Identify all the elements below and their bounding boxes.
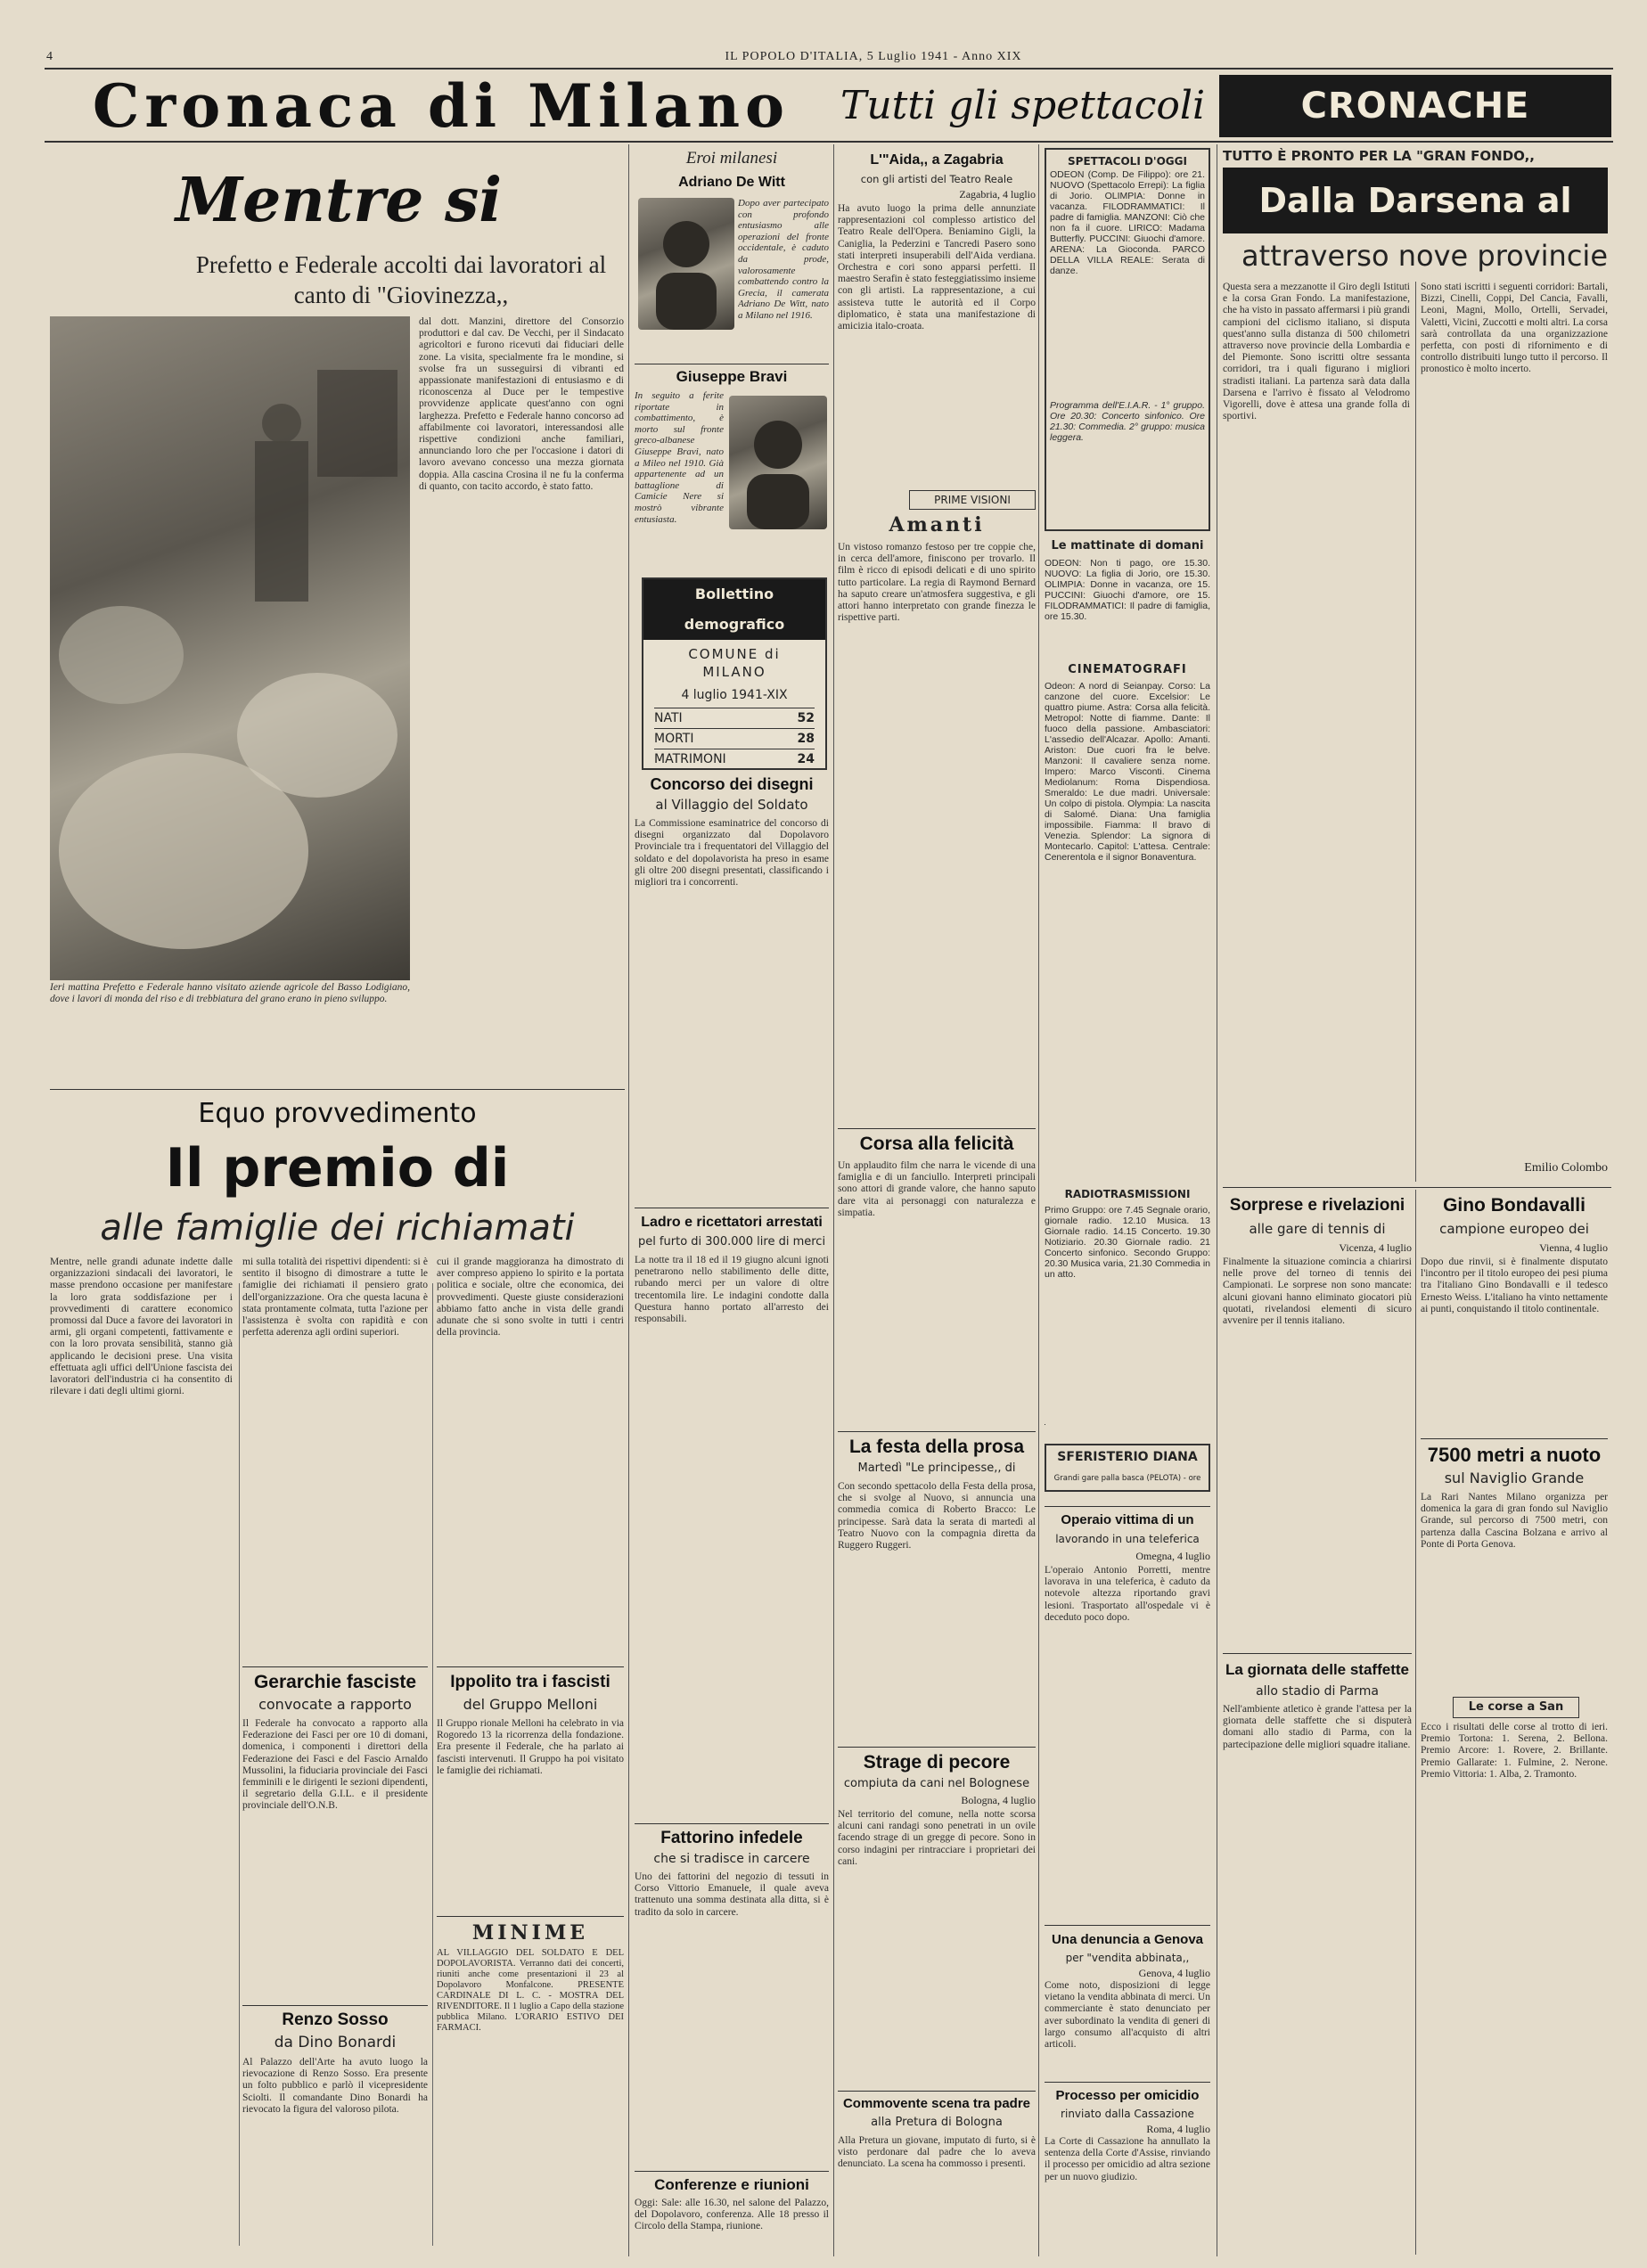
bollettino-headline: Bollettino demografico (643, 579, 825, 640)
fattorino-body: Uno dei fattorini del negozio di tessuti in Corso Vittorio Emanuele, il quale aveva trattenuto una somma destinata alla ditta, si è tradito da solo in carcere. (635, 1871, 829, 1918)
bollettino-comune: COMUNE di MILANO (688, 646, 781, 680)
cinematografi-headline: CINEMATOGRAFI (1068, 663, 1187, 676)
bollettino-row (654, 728, 815, 749)
giornata-headline: La giornata delle staffette (1225, 1661, 1409, 1678)
trebbia-photo (50, 316, 410, 980)
ippolito-headline: Ippolito tra i fascisti (450, 1673, 610, 1691)
festa-body: Con secondo spettacolo della Festa della prosa, che si svolge al Nuovo, si annuncia una commedia comica di Roberto Bracco: Le principesse. Sarà data la serata di martedì al Teatro Nuovo con la compagnia diretta da Ruggero Ruggeri. (838, 1481, 1036, 1552)
processo-body: La Corte di Cassazione ha annullato la sentenza della Corte d'Assise, rinviando il processo per omicidio ad altra sezione per un nuovo giudizio. (1045, 2136, 1210, 2182)
mattinate-headline: Le mattinate di domani (1051, 539, 1204, 553)
sorprese-subhead: alle gare di tennis di (1249, 1221, 1386, 1237)
premio-kicker: Equo provvedimento (198, 1098, 477, 1129)
corse-headline: Le corse a San (1453, 1697, 1579, 1718)
eroi-name1: Adriano De Witt (678, 175, 785, 190)
aida-headline: L'"Aida,, a Zagabria (870, 152, 1004, 168)
bravi-portrait (729, 396, 827, 529)
sorprese-headline: Sorprese e rivelazioni (1229, 1196, 1405, 1215)
trebbia-headline: Mentre si (175, 165, 503, 236)
section-spettacoli-title: Tutti gli spettacoli (840, 83, 1206, 128)
ippolito-subhead: del Gruppo Melloni (463, 1696, 598, 1713)
corse-body: Ecco i risultati delle corse al trotto di ieri. Premio Tortona: 1. Serena, 2. Bellona. Premio Arcore: 1. Rovere, 2. Brillante. Premio Gallarate: 1. Fulmine, 2. Nerone. Premio Vittoria: 1. Alba, 2. Tramonto. (1421, 1722, 1608, 1780)
sport-kicker: TUTTO È PRONTO PER LA "GRAN FONDO,, (1223, 148, 1536, 164)
bondavalli-dateline: Vienna, 4 luglio (1539, 1241, 1608, 1254)
bondavalli-headline: Gino Bondavalli (1443, 1195, 1586, 1216)
operaio-dateline: Omegna, 4 luglio (1135, 1550, 1210, 1562)
ladro-subhead: pel furto di 300.000 lire di merci (637, 1235, 826, 1249)
bollettino-row (654, 749, 815, 770)
concorso-body: La Commissione esaminatrice del concorso di disegni organizzato dal Dopolavoro Provinciale tra i frequentatori del Villaggio del soldato e del dopolavorista ha preso in esame gli oltre 200 disegni presentati, classificando i migliori tra i concorrenti. (635, 818, 829, 888)
fattorino-subhead: che si tradisce in carcere (653, 1852, 810, 1866)
radio-headline: RADIOTRASMISSIONI (1064, 1188, 1191, 1200)
ladro-headline: Ladro e ricettatori arrestati (641, 1215, 823, 1230)
commovente-headline: Commovente scena tra padre (842, 2096, 1031, 2111)
nuoto-body: La Rari Nantes Milano organizza per domenica la gara di gran fondo sul Naviglio Grande, sul percorso di 7500 metri, con partenza dalla Cascina Bolzana e arrivo al Ponte di Porta Genova. (1421, 1492, 1608, 1550)
conferenze-body: Oggi: Sale: alle 16.30, nel salone del Palazzo, del Dopolavoro, conferenza. Alle 18 presso il Circolo della Stampa, riunione. (635, 2198, 829, 2232)
amanti-kicker: PRIME VISIONI (909, 490, 1036, 510)
denuncia-processo-block (1045, 1930, 1210, 2251)
portrait-silhouette-icon (729, 396, 827, 529)
bollettino-date: 4 luglio 1941-XIX (681, 688, 788, 702)
sport-subhead: attraverso nove provincie (1241, 239, 1608, 273)
cinematografi-body: Odeon: A nord di Seianpay. Corso: La canzone del cuore. Excelsior: Le quattro piume. Astra: Corsa alla felicità. Metropol: Notte di fiamme. Dante: Il fuoco della passione. Ambasciatori: L'assedio dell'Alcazar. Apollo: Amanti. Ariston: Due cuori fra le belve. Manzoni: Il cavaliere senza nome. Impero: Marco Visconti. Cinema Mediolanum: Roma Dispendiosa. Smeraldo: Le due madri. Universale: Un colpo di pistola. Olympia: La nascita di Salomé. Diana: Una famiglia impossibile. Fiamma: Il bravo di Venezia. Splendor: La signora di Montecarlo. Capitol: L'attesa. Centrale: Cenerentola e il signor Bonaventura. (1045, 681, 1210, 863)
corsa-body: Un applaudito film che narra le vicende di una famiglia e di un fanciullo. Interpreti principali sono attori di grande valore, che hanno saputo dare vita ai personaggi con naturalezza e simpatia. (838, 1160, 1036, 1218)
giornata-body: Nell'ambiente atletico è grande l'attesa per la giornata delle staffette che si disputerà domani allo stadio di Parma, con la partecipazione delle migliori squadre italiane. (1223, 1704, 1412, 1750)
commovente-subhead: alla Pretura di Bologna (871, 2116, 1003, 2129)
premio-headline: Il premio di (165, 1137, 510, 1200)
premio-col2: mi sulla totalità dei rispettivi dipendenti: si è sentito il bisogno di dimostrare a tutte le famiglie dei richiamati il pensiero grato dell'organizzazione. Ora che questa lacuna è stata prontamente colmata, tutta l'azione per l'assistenza è svolta con rapidità e con perfetta aderenza agli ordini superiori. (242, 1257, 428, 1339)
renzo-headline: Renzo Sosso (282, 2010, 389, 2029)
commovente-body: Alla Pretura un giovane, imputato di furto, si è visto perdonare dal padre che lo aveva denunciato. La scena ha commosso i presenti. (838, 2135, 1036, 2170)
row-label: MORTI (654, 732, 694, 746)
strage-headline: Strage di pecore (863, 1752, 1011, 1773)
eroi-name2: Giuseppe Bravi (676, 368, 788, 385)
amanti-body: Un vistoso romanzo festoso per tre coppie che, in cerca dell'amore, finiscono per trovarlo. Il film è ricco di episodi delicati e di uno spirito tutto particolare. La regia di Raymond Bernard ha saputo creare un'atmosfera suggestiva, e gli attori hanno interpretato con grande finezza le rispettive parti. (838, 542, 1036, 624)
festa-subhead: Martedì "Le principesse,, di (857, 1462, 1016, 1475)
section-cronaca-title: Cronaca di Milano (92, 73, 791, 139)
renzo-subhead: da Dino Bonardi (274, 2034, 397, 2051)
strage-subhead: compiuta da cani nel Bolognese (843, 1777, 1030, 1790)
strage-dateline: Bologna, 4 luglio (961, 1794, 1036, 1806)
sferisterio-box (1045, 1444, 1210, 1492)
operaio-body: L'operaio Antonio Porretti, mentre lavorava in una teleferica, è caduto da notevole altezza riportando gravi lesioni. Trasportato all'ospedale vi è deceduto poco dopo. (1045, 1565, 1210, 1623)
denuncia-headline: Una denuncia a Genova (1051, 1932, 1204, 1947)
row-label: MATRIMONI (654, 752, 726, 766)
gerarchie-body: Il Federale ha convocato a rapporto alla Federazione dei Fasci per ore 10 di domani, domenica, i componenti i direttori della Federazione dei Fasci e del Fascio Arnaldo Mussolini, la fiduciaria provinciale dei Fasci femminili e le dirigenti le sezioni dipendenti, il segretario della G.I.L. e il presidente provinciale dell'O.N.B. (242, 1718, 428, 1812)
bollettino-table (654, 708, 815, 770)
row-value: 28 (797, 732, 815, 746)
sorprese-dateline: Vicenza, 4 luglio (1339, 1241, 1412, 1254)
minime-body: AL VILLAGGIO DEL SOLDATO E DEL DOPOLAVORISTA. Verranno dati dei concerti, riuniti anche come presentazioni il 23 al Dopolavoro Monfalcone. PRESENTE CARDINALE DI L. C. - MOSTRA DEL RIVENDITORE. Il 1 luglio a Capo della stazione pubblica Milano. L'ORARIO ESTIVO DEI FARMACI. (437, 1948, 624, 2033)
aida-body: Ha avuto luogo la prima delle annunziate rappresentazioni col complesso artistico del Teatro Reale dell'Opera. Beniamino Gigli, la Caniglia, la Pederzini e Tancredi Pasero sono stati interpreti insuperabili dell'Aida verdiana. Orchestra e cori sono apparsi perfetti. Il maestro Serafin è stato festeggiatissimo insieme con gli artisti. La rappresentazione, a cui assisteva tutte le autorità ed il Corpo diplomatico, è stata una manifestazione di amicizia italo-croata. (838, 203, 1036, 332)
giornata-subhead: allo stadio di Parma (1256, 1684, 1379, 1699)
trebbia-subhead: Prefetto e Federale accolti dai lavoratori al canto di "Giovinezza,, (195, 251, 607, 308)
sferisterio-headline: SFERISTERIO DIANA (1057, 1450, 1198, 1464)
sport-col2: Sono stati iscritti i seguenti corridori: Bartali, Bizzi, Cinelli, Coppi, Del Cancia, Favalli, Leoni, Magni, Mollo, Ortelli, Servadei, Valetti, Vicini, Zuccotti e molti altri. La corsa sarà controllata da una organizzazione perfetta, con posti di rifornimento e di controllo distribuiti lungo tutto il percorso. Il pronostico è molto incerto. (1421, 282, 1608, 375)
masthead: IL POPOLO D'ITALIA, 5 Luglio 1941 - Anno XIX (725, 50, 1022, 63)
denuncia-body: Come noto, disposizioni di legge vietano la vendita abbinata di merci. Un commerciante è stato denunciato per aver subordinato la vendita di generi di largo consumo all'acquisto di altri articoli. (1045, 1980, 1210, 2051)
denuncia-subhead: per "vendita abbinata,, (1065, 1952, 1190, 1964)
row-label: NATI (654, 711, 683, 725)
aida-dateline: Zagabria, 4 luglio (959, 188, 1036, 201)
concorso-headline: Concorso dei disegni (650, 775, 814, 793)
premio-col1: Mentre, nelle grandi adunate indette dalle organizzazioni sindacali dei lavoratori, le masse prendono occasione per manifestare la loro grata soddisfazione per i provvedimenti di carattere economico promossi dal Duce a favore dei lavoratori in armi, gli organi competenti, fattivamente e con la loro provata sensibilità, stanno già applicando le decisioni prese. Una visita effettuata agli uffici dell'Unione fascista dei lavoratori dell'industria ci ha consentito di rilevare i dati degli ultimi giorni. (50, 1257, 233, 1397)
spettacoli-programma: Programma dell'E.I.A.R. - 1° gruppo. Ore 20.30: Concerto sinfonico. Ore 21.30: Commedia. 2° gruppo: musica leggera. (1050, 400, 1205, 443)
amanti-headline: Amanti (889, 513, 985, 536)
corsa-headline: Corsa alla felicità (859, 1134, 1014, 1154)
conferenze-headline: Conferenze e riunioni (654, 2176, 809, 2193)
section-sportive-title: CRONACHE (1219, 75, 1611, 137)
premio-col3: cui il grande maggioranza ha dimostrato di aver compreso appieno lo spirito e la portata politica e sociale, oltre che economica, dei provvedimenti. Queste giuste considerazioni abbiamo fatto anche in vista delle grandi adunate che si sono svolte in tutti i centri della provincia. (437, 1257, 624, 1339)
operaio-subhead: lavorando in una teleferica (1055, 1533, 1200, 1545)
bollettino-box (642, 577, 827, 770)
sport-signature: Emilio Colombo (1524, 1161, 1608, 1175)
eroi-bio1: Dopo aver partecipato con profondo entusiasmo alle operazioni del fronte occidentale, è caduto da prode, valorosamente combattendo contro la Grecia, il camerata Adriano De Witt, nato a Milano nel 1916. (738, 198, 829, 321)
page-number: 4 (46, 50, 53, 63)
ladro-body: La notte tra il 18 ed il 19 giugno alcuni ignoti penetrarono nello stabilimento delle ditte, rubando merci per un valore di oltre trecentomila lire. Le indagini condotte dalla Questura hanno portato all'arresto dei responsabili. (635, 1255, 829, 1325)
spettacoli-oggi-body: ODEON (Comp. De Filippo): ore 21. NUOVO (Spettacolo Errepi): La figlia di Jorio. OLIMPIA: Donne in vacanza. FILODRAMMATICI: Il padre di famiglia. MANZONI: Ciò che non fa il cuore. LIRICO: Madama Butterfly. PUCCINI: Giuochi d'amore. ARENA: La Gioconda. PARCO DELLA VILLA REALE: Serata di danze. (1050, 169, 1205, 276)
strage-body: Nel territorio del comune, nella notte scorsa alcuni cani randagi sono penetrati in un ovile facendo strage di un gregge di pecore. Sono in corso indagini per rintracciare i proprietari dei cani. (838, 1809, 1036, 1867)
denuncia-dateline: Genova, 4 luglio (1138, 1967, 1210, 1979)
sport-headline: Dalla Darsena al (1223, 168, 1608, 233)
ippolito-body: Il Gruppo rionale Melloni ha celebrato in via Rogoredo 13 la ricorrenza della fondazione. Era presente il Federale, che ha parlato ai fascisti intervenuti. Il Gruppo ha poi visitato le famiglie dei richiamati. (437, 1718, 624, 1776)
sport-col1: Questa sera a mezzanotte il Giro degli Istituti e la corsa Gran Fondo. La manifestazione, che ha visto in passato affermarsi i più grandi campioni del ciclismo italiano, si disputa quest'anno sulla distanza di 500 chilometri attraverso nove provincie della Lombardia e del Piemonte. Sono iscritti oltre sessanta corridori, tra i quali figurano i migliori stradisti italiani. La partenza sarà data dalla Darsena e l'arrivo è fissato al Velodromo Vigorelli, dove è attesa una grande folla di sportivi. (1223, 282, 1410, 422)
minime-headline: MINIME (471, 1921, 589, 1945)
aida-subhead: con gli artisti del Teatro Reale (860, 173, 1013, 185)
sorprese-body: Finalmente la situazione comincia a chiarirsi nelle prove del torneo di tennis dei Campionati. Le sorprese non sono mancate: alcuni giovani hanno eliminato giocatori più quotati, rivelandosi elementi di sicuro avvenire per il tennis italiano. (1223, 1257, 1412, 1327)
trebbia-caption: Ieri mattina Prefetto e Federale hanno visitato aziende agricole del Basso Lodigiano, dove i lavori di monda del riso e di trebbiatura del grano erano in pieno sviluppo. (50, 982, 410, 1005)
festa-headline: La festa della prosa (848, 1437, 1025, 1457)
trebbia-body: dal dott. Manzini, direttore del Consorzio produttori e dal cav. De Vecchi, per il Sindacato agricoltori e furono ricevuti dai fiduciari delle zone. La visita, specialmente fra le mondine, si svolse fra un susseguirsi di vibranti ed appassionate manifestazioni di entusiasmo e di riconoscenza al Duce per le tempestive provvidenze applicate quest'anno con ogni larghezza. Prefetto e Federale hanno concorso ad affabilmente coi lavoratori, interessandosi alle rispettive condizioni anche familiari, annunciando loro che per l'occasione i datori di lavoro avevano concesso una mezza giornata doppia. Alla cascina Crosina il ne fu la conferma di quanto, con tacito accordo, è stato fatto. (419, 316, 624, 492)
bondavalli-body: Dopo due rinvii, si è finalmente disputato l'incontro per il titolo europeo dei pesi piuma tra l'italiano Gino Bondavalli e il tedesco Ernesto Weiss. L'italiano ha vinto nettamente ai punti, conquistando il titolo continentale. (1421, 1257, 1608, 1314)
sferisterio-subhead: Grandi gare palla basca (PELOTA) - ore (1053, 1474, 1201, 1483)
premio-subhead: alle famiglie dei richiamati (100, 1208, 575, 1249)
gerarchie-subhead: convocate a rapporto (258, 1696, 412, 1713)
nuoto-headline: 7500 metri a nuoto (1427, 1444, 1602, 1466)
row-value: 24 (797, 752, 815, 766)
portrait-silhouette-icon (638, 198, 734, 330)
operaio-headline: Operaio vittima di un (1061, 1512, 1194, 1527)
radio-body: Primo Gruppo: ore 7.45 Segnale orario, giornale radio. 12.10 Musica. 13 Giornale radio. 14.15 Concerto. 19.30 Notiziario. 20.30 Giornale radio. 21 Concerto sinfonico. Secondo Gruppo: 20.30 Musica varia, 21.30 Commedia in un atto. (1045, 1205, 1210, 1280)
processo-dateline: Roma, 4 luglio (1146, 2123, 1210, 2135)
bollettino-row (654, 708, 815, 728)
eroi-headline: Eroi milanesi (685, 149, 778, 168)
mattinate-body: ODEON: Non ti pago, ore 15.30. NUOVO: La figlia di Jorio, ore 15.30. OLIMPIA: Donne in vacanza, ore 15. PUCCINI: Giuochi d'amore, ore 15. FILODRAMMATICI: Il padre di famiglia, ore 15.30. (1045, 558, 1210, 622)
processo-subhead: rinviato dalla Cassazione (1061, 2108, 1194, 2120)
fattorino-headline: Fattorino infedele (660, 1829, 803, 1847)
nuoto-subhead: sul Naviglio Grande (1444, 1470, 1585, 1486)
threshing-scene-illustration (50, 316, 410, 980)
concorso-subhead: al Villaggio del Soldato (655, 797, 808, 813)
gerarchie-headline: Gerarchie fasciste (253, 1672, 417, 1692)
spettacoli-oggi-box (1045, 148, 1210, 531)
processo-headline: Processo per omicidio (1055, 2088, 1200, 2103)
de-witt-portrait (638, 198, 734, 330)
row-value: 52 (797, 711, 815, 725)
eroi-bio2: In seguito a ferite riportate in combattimento, è morto sul fronte greco-albanese Giuseppe Bravi, nato a Mileo nel 1910. Già appartenente ad un battaglione di Camicie Nere si mostrò vibrante entusiasta. (635, 390, 724, 525)
renzo-body: Al Palazzo dell'Arte ha avuto luogo la rievocazione di Renzo Sosso. Era presente un folto pubblico e parlò il vicepresidente Sciolti. Il comandante Dino Bonardi ha rievocato la figura del valoroso pilota. (242, 2057, 428, 2115)
bondavalli-subhead: campione europeo dei (1439, 1221, 1589, 1237)
spettacoli-oggi-headline: SPETTACOLI D'OGGI (1068, 155, 1187, 168)
